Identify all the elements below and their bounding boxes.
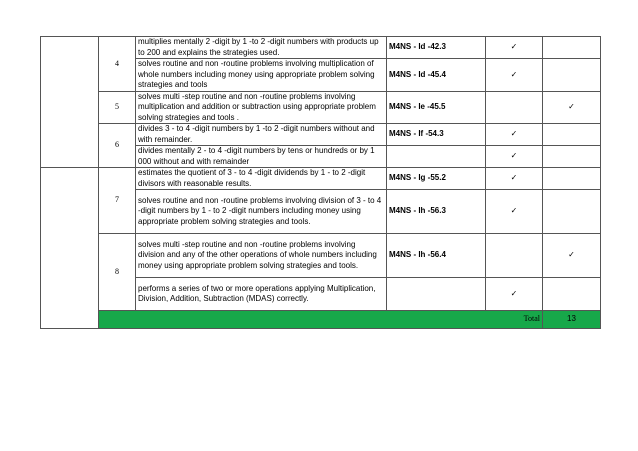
week-number: 7	[99, 168, 136, 234]
table-row	[41, 234, 601, 278]
competency-text: divides mentally 2 - to 4 -digit numbers by tens or hundreds or by 1 000 without and with remainder	[136, 146, 387, 168]
checkmark-icon: ✓	[486, 124, 543, 146]
empty-check-cell	[543, 37, 601, 59]
competency-code: M4NS - Ig -55.2	[387, 168, 486, 190]
checkmark-icon: ✓	[543, 234, 601, 278]
competency-text: multiplies mentally 2 -digit by 1 -to 2 -digit numbers with products up to 200 and explains the strategies used.	[136, 37, 387, 59]
competency-text: divides 3 - to 4 -digit numbers by 1 -to 2 -digit numbers without and with remainder.	[136, 124, 387, 146]
section-cell	[41, 37, 99, 168]
competency-text: solves multi -step routine and non -routine problems involving division and any of the other operations of whole numbers including money using appropriate problem solving strategies and tools.	[136, 234, 387, 278]
week-number: 5	[99, 91, 136, 124]
checkmark-icon: ✓	[486, 37, 543, 59]
empty-check-cell	[543, 124, 601, 146]
table-row	[41, 168, 601, 190]
competency-text: solves routine and non -routine problems involving multiplication of whole numbers including money using appropriate problem solving strategies and tools	[136, 59, 387, 92]
week-number: 8	[99, 234, 136, 311]
checkmark-icon: ✓	[486, 190, 543, 234]
empty-check-cell	[543, 146, 601, 168]
total-row	[41, 311, 601, 329]
checkmark-icon: ✓	[486, 278, 543, 311]
empty-check-cell	[486, 234, 543, 278]
checkmark-icon: ✓	[486, 59, 543, 92]
competency-text: performs a series of two or more operations applying Multiplication, Division, Addition, Subtraction (MDAS) correctly.	[136, 278, 387, 311]
table-row	[41, 91, 601, 124]
competency-text: estimates the quotient of 3 - to 4 -digit dividends by 1 - to 2 -digit divisors with reasonable results.	[136, 168, 387, 190]
empty-check-cell	[543, 190, 601, 234]
competency-text: solves multi -step routine and non -routine problems involving multiplication and addition or subtraction using appropriate problem solving strategies and tools .	[136, 91, 387, 124]
checkmark-icon: ✓	[486, 146, 543, 168]
competency-text: solves routine and non -routine problems involving division of 3 - to 4 -digit numbers by 1 - to 2 -digit numbers including money using appropriate problem solving strategies and tools.	[136, 190, 387, 234]
competency-table	[40, 36, 601, 329]
table-row	[41, 37, 601, 59]
competency-code	[387, 278, 486, 311]
table-row	[41, 124, 601, 146]
competency-code: M4NS - If -54.3	[387, 124, 486, 146]
week-number: 6	[99, 124, 136, 168]
empty-check-cell	[543, 278, 601, 311]
competency-code: M4NS - Id -42.3	[387, 37, 486, 59]
competency-code: M4NS - Ih -56.3	[387, 190, 486, 234]
competency-code	[387, 146, 486, 168]
empty-check-cell	[486, 91, 543, 124]
competency-code: M4NS - Id -45.4	[387, 59, 486, 92]
competency-code: M4NS - Ie -45.5	[387, 91, 486, 124]
total-label: Total	[99, 311, 543, 329]
competency-code: M4NS - Ih -56.4	[387, 234, 486, 278]
total-value: 13	[543, 311, 601, 329]
empty-check-cell	[543, 168, 601, 190]
empty-check-cell	[543, 59, 601, 92]
week-number: 4	[99, 37, 136, 92]
section-cell	[41, 168, 99, 329]
checkmark-icon: ✓	[543, 91, 601, 124]
checkmark-icon: ✓	[486, 168, 543, 190]
